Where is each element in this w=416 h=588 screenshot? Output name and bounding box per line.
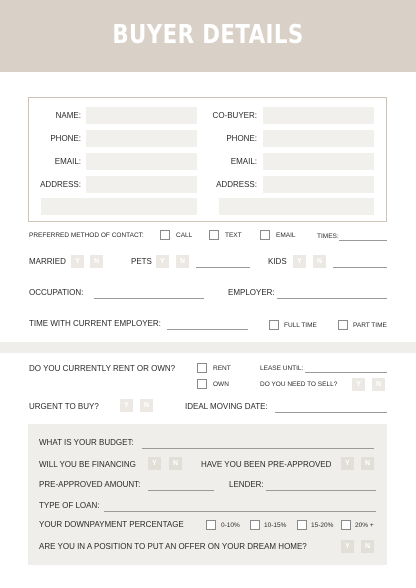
downpayment-0-10-label: 0-10%	[221, 522, 240, 529]
offer-no[interactable]: N	[361, 540, 374, 553]
times-label: TIMES:	[317, 233, 339, 240]
phone-field[interactable]	[86, 130, 197, 147]
own-checkbox[interactable]	[197, 379, 207, 389]
phone-label: PHONE:	[50, 134, 81, 143]
lease-until-label: LEASE UNTIL:	[260, 365, 304, 372]
time-employer-line[interactable]	[167, 329, 248, 330]
offer-question: ARE YOU IN A POSITION TO PUT AN OFFER ON YOUR DREAM HOME?	[39, 542, 307, 551]
downpayment-label: YOUR DOWNPAYMENT PERCENTAGE	[39, 520, 184, 529]
finance-section	[28, 424, 387, 565]
page-title: BUYER DETAILS	[112, 20, 304, 50]
call-checkbox[interactable]	[160, 230, 170, 240]
co-phone-label: PHONE:	[226, 134, 257, 143]
part-time-label: PART TIME	[353, 322, 387, 329]
text-option-label: TEXT	[225, 232, 242, 239]
part-time-checkbox[interactable]	[338, 320, 348, 330]
full-time-checkbox[interactable]	[269, 320, 279, 330]
moving-date-line[interactable]	[275, 412, 387, 413]
own-label: OWN	[213, 381, 229, 388]
kids-yes[interactable]: Y	[293, 255, 306, 268]
need-sell-yes[interactable]: Y	[352, 378, 365, 391]
preapproved-yes[interactable]: Y	[341, 457, 354, 470]
preapproved-no[interactable]: N	[361, 457, 374, 470]
occupation-label: OCCUPATION:	[29, 288, 84, 297]
email-option-label: EMAIL	[276, 232, 296, 239]
employer-line[interactable]	[277, 298, 387, 299]
loan-type-label: TYPE OF LOAN:	[39, 501, 100, 510]
full-time-label: FULL TIME	[284, 322, 317, 329]
time-employer-label: TIME WITH CURRENT EMPLOYER:	[29, 319, 161, 328]
occupation-line[interactable]	[94, 298, 204, 299]
urgent-yes[interactable]: Y	[120, 399, 133, 412]
rent-checkbox[interactable]	[197, 363, 207, 373]
lease-until-line[interactable]	[305, 372, 387, 373]
call-option-label: CALL	[176, 232, 193, 239]
financing-yes[interactable]: Y	[148, 457, 161, 470]
need-sell-label: DO YOU NEED TO SELL?	[260, 381, 338, 388]
kids-line[interactable]	[333, 267, 387, 268]
married-label: MARRIED	[29, 257, 66, 266]
pets-label: PETS	[131, 257, 152, 266]
email-checkbox[interactable]	[260, 230, 270, 240]
lender-label: LENDER:	[229, 480, 264, 489]
address-label: ADDRESS:	[40, 180, 81, 189]
email-field[interactable]	[86, 153, 197, 170]
downpayment-20-plus-label: 20% +	[355, 522, 374, 529]
downpayment-0-10-checkbox[interactable]	[206, 520, 216, 530]
downpayment-15-20-checkbox[interactable]	[297, 520, 307, 530]
rent-label: RENT	[213, 365, 231, 372]
loan-type-line[interactable]	[104, 511, 376, 512]
pets-no[interactable]: N	[176, 255, 189, 268]
moving-date-label: IDEAL MOVING DATE:	[185, 402, 268, 411]
offer-yes[interactable]: Y	[341, 540, 354, 553]
downpayment-15-20-label: 15-20%	[311, 522, 334, 529]
married-yes[interactable]: Y	[71, 255, 84, 268]
budget-label: WHAT IS YOUR BUDGET:	[39, 438, 134, 447]
cobuyer-label: CO-BUYER:	[212, 111, 257, 120]
text-checkbox[interactable]	[209, 230, 219, 240]
email-label: EMAIL:	[54, 157, 81, 166]
co-address-line2-field[interactable]	[219, 198, 374, 215]
urgent-no[interactable]: N	[140, 399, 153, 412]
kids-no[interactable]: N	[313, 255, 326, 268]
cobuyer-field[interactable]	[263, 107, 374, 124]
urgent-label: URGENT TO BUY?	[29, 402, 99, 411]
lender-line[interactable]	[266, 490, 376, 491]
name-field[interactable]	[86, 107, 197, 124]
address-line2-field[interactable]	[41, 198, 197, 215]
rent-own-question: DO YOU CURRENTLY RENT OR OWN?	[29, 364, 176, 373]
name-label: NAME:	[55, 111, 81, 120]
preferred-contact-label: PREFERRED METHOD OF CONTACT:	[29, 232, 144, 239]
co-email-field[interactable]	[263, 153, 374, 170]
budget-line[interactable]	[142, 448, 374, 449]
co-address-field[interactable]	[263, 176, 374, 193]
section-divider	[0, 342, 416, 353]
downpayment-10-15-label: 10-15%	[264, 522, 287, 529]
address-field[interactable]	[86, 176, 197, 193]
need-sell-no[interactable]: N	[372, 378, 385, 391]
financing-label: WILL YOU BE FINANCING	[39, 460, 136, 469]
co-email-label: EMAIL:	[230, 157, 257, 166]
pets-line[interactable]	[196, 267, 250, 268]
times-line[interactable]	[339, 240, 387, 241]
preapproved-amount-line[interactable]	[148, 490, 214, 491]
downpayment-20-plus-checkbox[interactable]	[341, 520, 351, 530]
preapproved-amount-label: PRE-APPROVED AMOUNT:	[39, 480, 141, 489]
financing-no[interactable]: N	[169, 457, 182, 470]
downpayment-10-15-checkbox[interactable]	[250, 520, 260, 530]
co-phone-field[interactable]	[263, 130, 374, 147]
employer-label: EMPLOYER:	[228, 288, 275, 297]
pets-yes[interactable]: Y	[156, 255, 169, 268]
married-no[interactable]: N	[90, 255, 103, 268]
kids-label: KIDS	[268, 257, 287, 266]
preapproved-label: HAVE YOU BEEN PRE-APPROVED	[201, 460, 332, 469]
co-address-label: ADDRESS:	[216, 180, 257, 189]
